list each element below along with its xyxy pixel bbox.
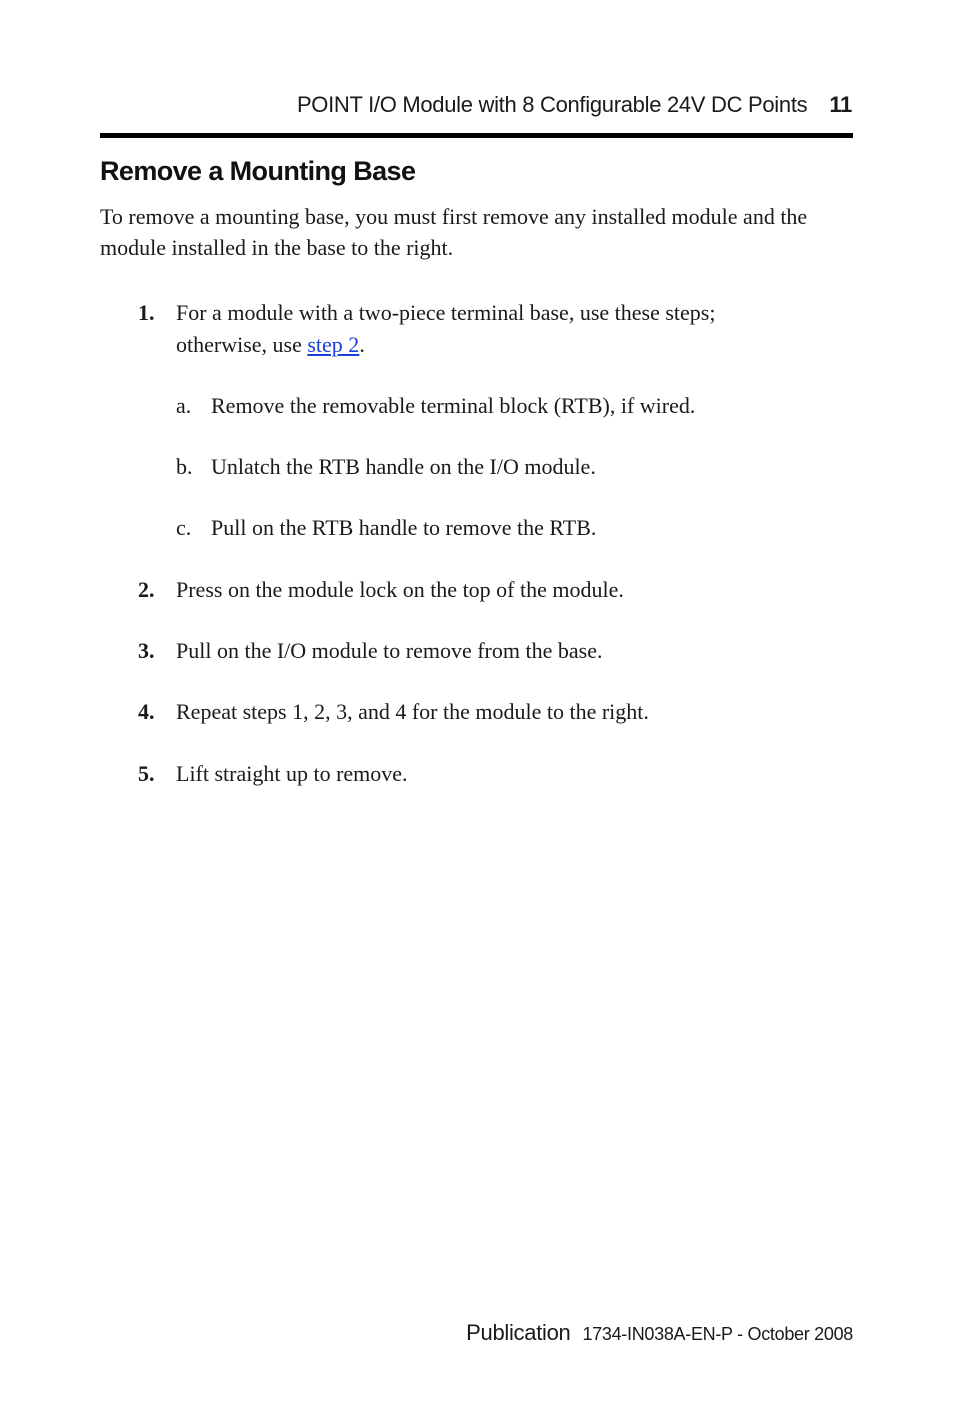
page-number: 11	[829, 92, 852, 117]
step-1	[138, 297, 798, 361]
step-4	[138, 696, 798, 728]
substep-letter: b.	[176, 454, 193, 479]
step-3	[138, 635, 798, 667]
step-text: Pull on the I/O module to remove from the base.	[176, 638, 603, 663]
step-number: 3.	[138, 638, 155, 663]
page-header	[297, 92, 852, 118]
step-text: Lift straight up to remove.	[176, 761, 408, 786]
step-number: 5.	[138, 761, 155, 786]
step-number: 4.	[138, 699, 155, 724]
substep-c	[176, 512, 836, 544]
footer-publication-id: 1734-IN038A-EN-P - October 2008	[582, 1324, 853, 1344]
footer-publication-label: Publication	[466, 1320, 571, 1345]
substep-text: Remove the removable terminal block (RTB), if wired.	[211, 393, 696, 418]
step-text-part: For a module with a two-piece terminal base, use these steps; otherwise, use	[176, 300, 716, 357]
substep-letter: a.	[176, 393, 192, 418]
header-rule	[100, 133, 853, 138]
substep-letter: c.	[176, 515, 192, 540]
step-number: 1.	[138, 300, 155, 325]
page-footer	[466, 1320, 853, 1346]
section-title: Remove a Mounting Base	[100, 156, 416, 186]
step-text	[176, 297, 798, 361]
intro-paragraph: To remove a mounting base, you must first remove any installed module and the module installed in the base to the right.	[100, 204, 808, 260]
step-5	[138, 758, 798, 790]
step-2	[138, 574, 798, 606]
step-2-link[interactable]: step 2	[307, 332, 360, 357]
step-text-part: .	[359, 332, 365, 357]
step-text: Press on the module lock on the top of the module.	[176, 577, 624, 602]
substep-a	[176, 390, 836, 422]
step-number: 2.	[138, 577, 155, 602]
substep-text: Pull on the RTB handle to remove the RTB.	[211, 515, 597, 540]
step-text: Repeat steps 1, 2, 3, and 4 for the module to the right.	[176, 699, 649, 724]
substep-text: Unlatch the RTB handle on the I/O module.	[211, 454, 596, 479]
header-title: POINT I/O Module with 8 Configurable 24V DC Points	[296, 92, 808, 117]
substep-b	[176, 451, 836, 483]
